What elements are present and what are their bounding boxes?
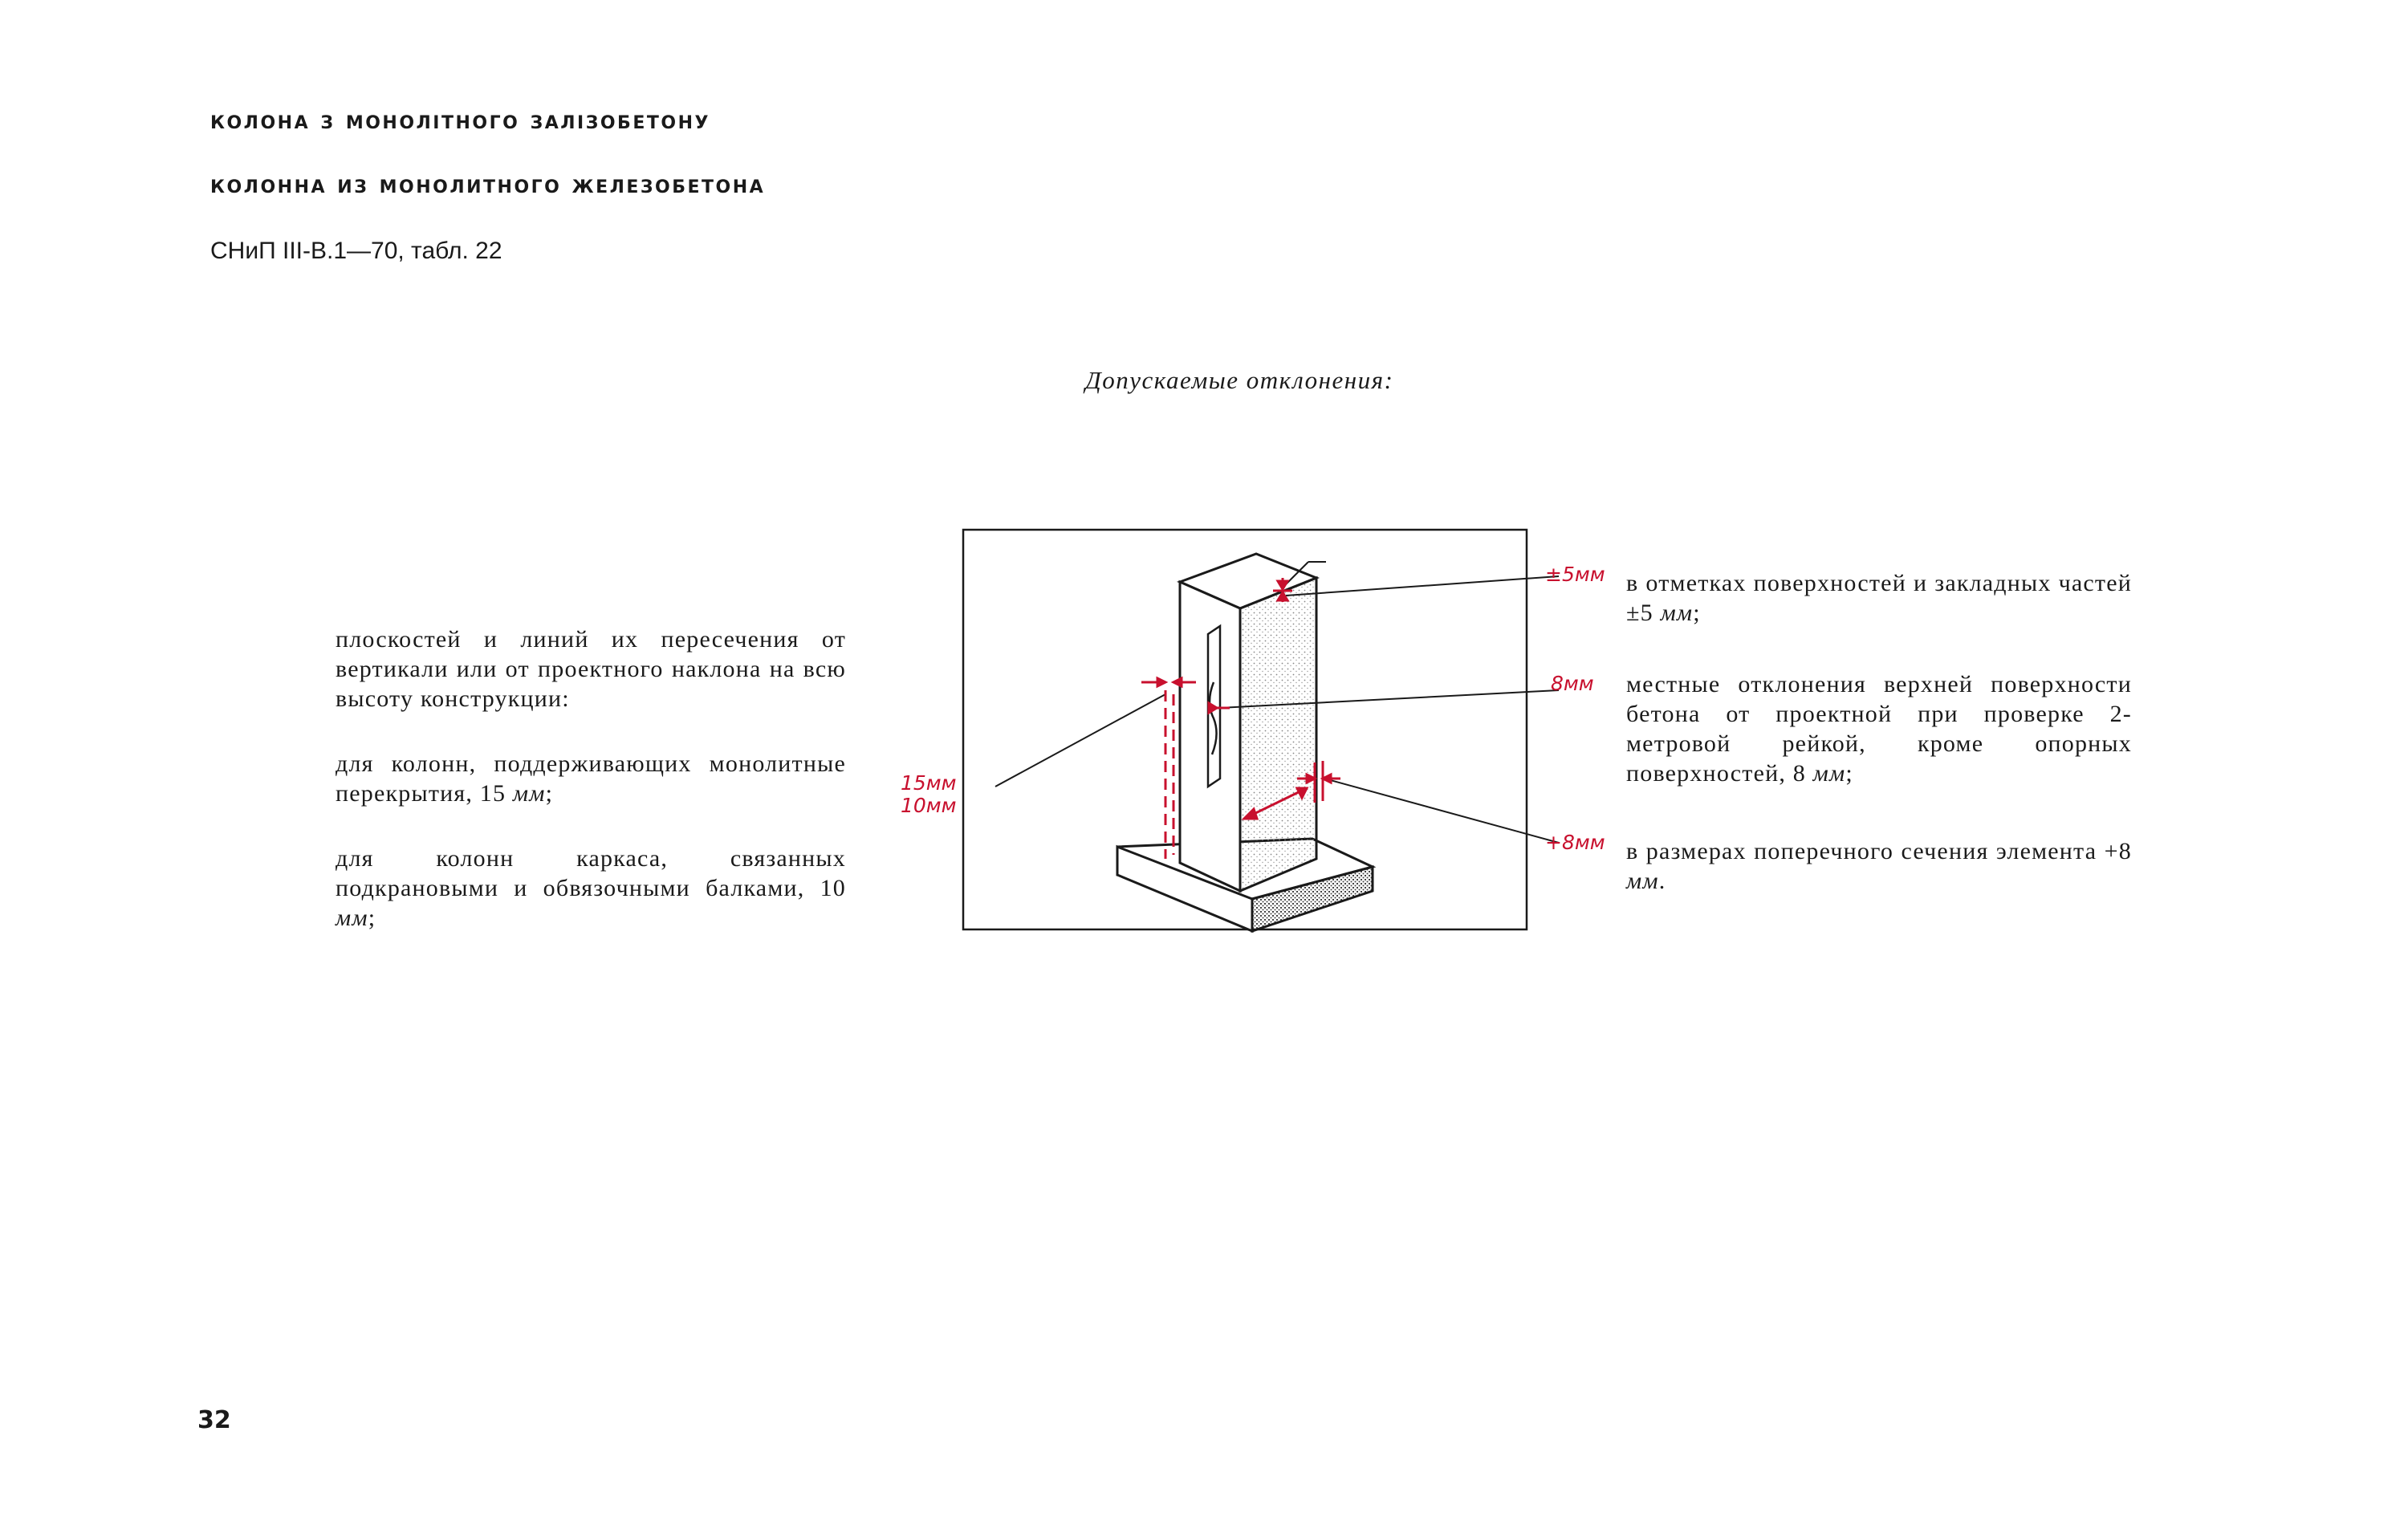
label-8mm: 8мм [1551, 672, 1594, 695]
label-plus-minus-5mm: ±5мм [1545, 563, 1605, 586]
title-russian: колонна из монолитного железобетона [210, 170, 766, 199]
title-ukrainian: колона з монолітного залізобетону [210, 106, 710, 135]
column-drawing [901, 522, 1694, 971]
left-paragraph-1: плоскостей и линий их пересечения от вертикали или от проектного наклона на всю высоту конструкции: [336, 626, 846, 712]
page-number: 32 [197, 1406, 231, 1434]
figure-caption: Допускаемые отклонения: [1085, 366, 1394, 394]
right-paragraph-3: в размерах поперечного сечения элемента +8 мм. [1626, 838, 2132, 894]
label-15mm: 15мм [901, 771, 957, 795]
left-column [336, 624, 846, 933]
right-paragraph-1: в отметках поверхностей и закладных частей ±5 мм; [1626, 570, 2132, 626]
column-tolerance-figure [901, 522, 1694, 971]
column-body [1180, 554, 1316, 891]
right-column [1626, 568, 2132, 896]
left-paragraph-2: для колонн, поддерживающих монолитные перекрытия, 15 мм; [336, 750, 846, 807]
left-paragraph-3: для колонн каркаса, связанных подкрановыми и обвязочными балками, 10 мм; [336, 845, 846, 931]
label-10mm: 10мм [901, 794, 957, 817]
label-plus-8mm: +8мм [1545, 831, 1605, 854]
column-side-face [1240, 578, 1316, 891]
snip-reference: СНиП III-В.1—70, табл. 22 [210, 238, 502, 264]
right-paragraph-2: местные отклонения верхней поверхности бетона от проектной при проверке 2-метровой рейкой, кроме опорных поверхностей, 8 мм; [1626, 671, 2132, 787]
